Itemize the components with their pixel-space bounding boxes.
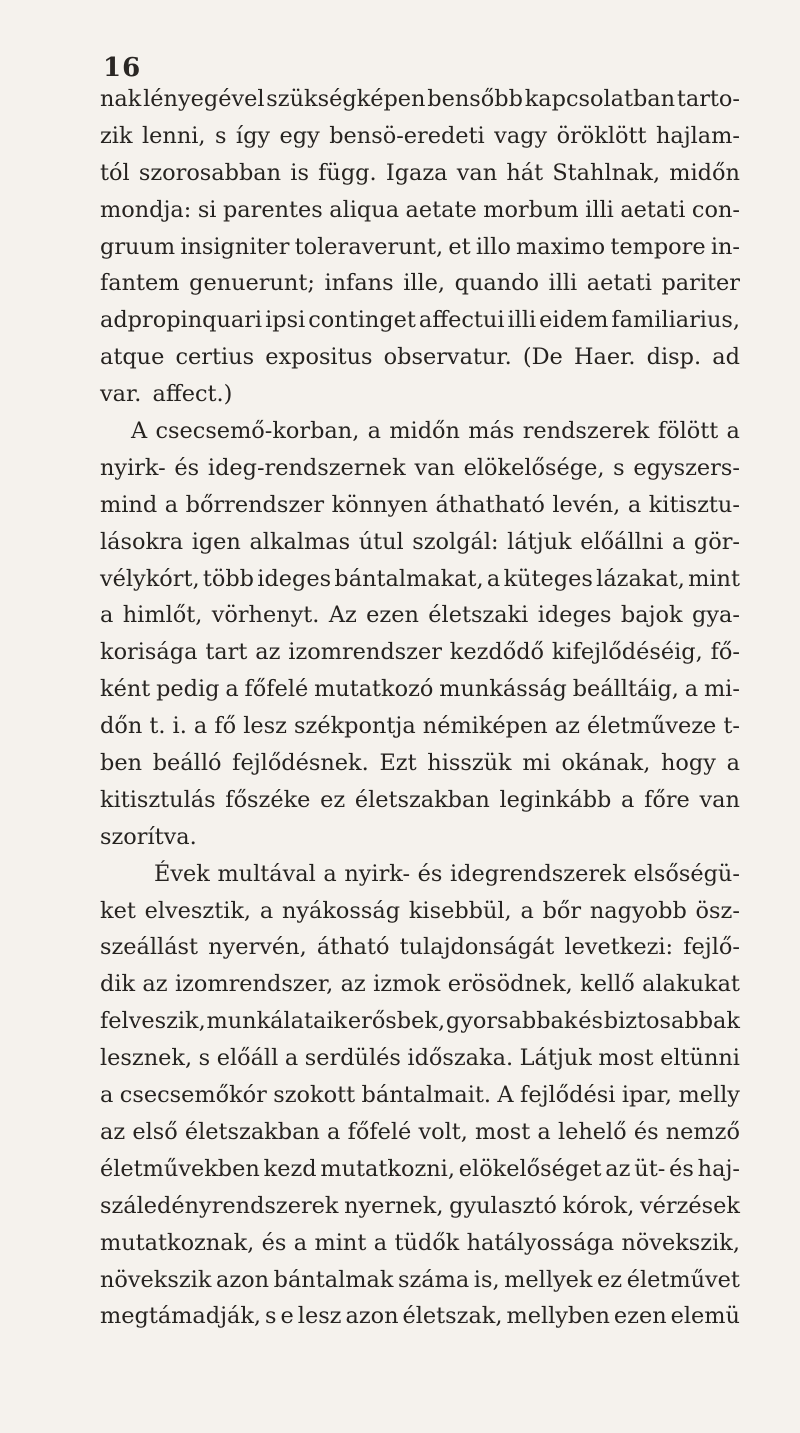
text-line: az első életszakban a főfelé volt, most a lehelő és nemző: [100, 1118, 740, 1145]
text-line: a himlőt, vörhenyt. Az ezen életszaki ideges bajok gya-: [100, 602, 740, 629]
text-line: szorítva.: [100, 823, 197, 850]
text-line: ként pedig a főfelé mutatkozó munkásság beálltáig, a mi-: [100, 676, 740, 703]
text-line: a csecsemőkór szokott bántalmait. A fejlődési ipar, melly: [100, 1082, 740, 1109]
text-line: mind a bőrrendszer könnyen áthatható levén, a kitisztu-: [100, 491, 740, 518]
text-line: lesznek, s előáll a serdülés időszaka. Látjuk most eltünni: [100, 1045, 740, 1072]
text-line: nyirk- és ideg-rendszernek van elökelősége, s egyszers-: [100, 454, 740, 481]
text-line: A csecsemő-korban, a midőn más rendszerek fölött a: [131, 418, 740, 445]
text-line: nak lényegével szükségképen bensőbb kapcsolatban tarto-: [100, 86, 740, 112]
text-line: növekszik azon bántalmak száma is, mellyek ez életművet: [100, 1266, 740, 1293]
text-line: var. affect.): [100, 381, 233, 408]
text-line: ben beálló fejlődésnek. Ezt hisszük mi okának, hogy a: [100, 750, 740, 777]
text-line: fantem genuerunt; infans ille, quando illi aetati pariter: [100, 270, 740, 297]
text-line: korisága tart az izomrendszer kezdődő kifejlődéséig, fő-: [100, 639, 740, 666]
text-line: vélykórt, több ideges bántalmakat, a küteges lázakat, mint: [100, 565, 740, 592]
text-line: életművekben kezd mutatkozni, elökelőséget az üt- és haj-: [100, 1155, 740, 1182]
page-number: 16: [103, 53, 142, 83]
text-line: kitisztulás főszéke ez életszakban leginkább a főre van: [100, 786, 740, 813]
text-line: ket elvesztik, a nyákosság kisebbül, a bőr nagyobb ösz-: [100, 897, 740, 924]
text-line: gruum insigniter toleraverunt, et illo maximo tempore in-: [100, 233, 740, 260]
text-line: szeállást nyervén, átható tulajdonságát levetkezi: fejlő-: [100, 934, 740, 961]
text-line: megtámadják, s e lesz azon életszak, mellyben ezen elemü: [100, 1303, 740, 1330]
text-line: felveszik, munkálataik erősbek, gyorsabbak és biztosabbak: [100, 1008, 740, 1035]
text-line: Évek multával a nyirk- és idegrendszerek elsőségü-: [154, 860, 740, 887]
text-line: tól szorosabban is függ. Igaza van hát Stahlnak, midőn: [100, 159, 740, 186]
text-line: száledényrendszerek nyernek, gyulasztó kórok, vérzések: [100, 1192, 740, 1219]
text-line: zik lenni, s így egy bensö-eredeti vagy öröklött hajlam-: [100, 122, 740, 149]
text-line: mutatkoznak, és a mint a tüdők hatályossága növekszik,: [100, 1229, 740, 1256]
text-line: mondja: si parentes aliqua aetate morbum illi aetati con-: [100, 196, 740, 223]
body-text: [100, 81, 740, 1335]
text-line: dik az izomrendszer, az izmok erösödnek, kellő alakukat: [100, 971, 740, 998]
text-line: adpropinquari ipsi continget affectui illi eidem familiarius,: [100, 307, 740, 334]
text-line: atque certius expositus observatur. (De Haer. disp. ad: [100, 344, 740, 371]
text-line: dőn t. i. a fő lesz székpontja némiképen az életműveze t-: [100, 713, 740, 740]
text-line: lásokra igen alkalmas útul szolgál: látjuk előállni a gör-: [100, 528, 740, 555]
